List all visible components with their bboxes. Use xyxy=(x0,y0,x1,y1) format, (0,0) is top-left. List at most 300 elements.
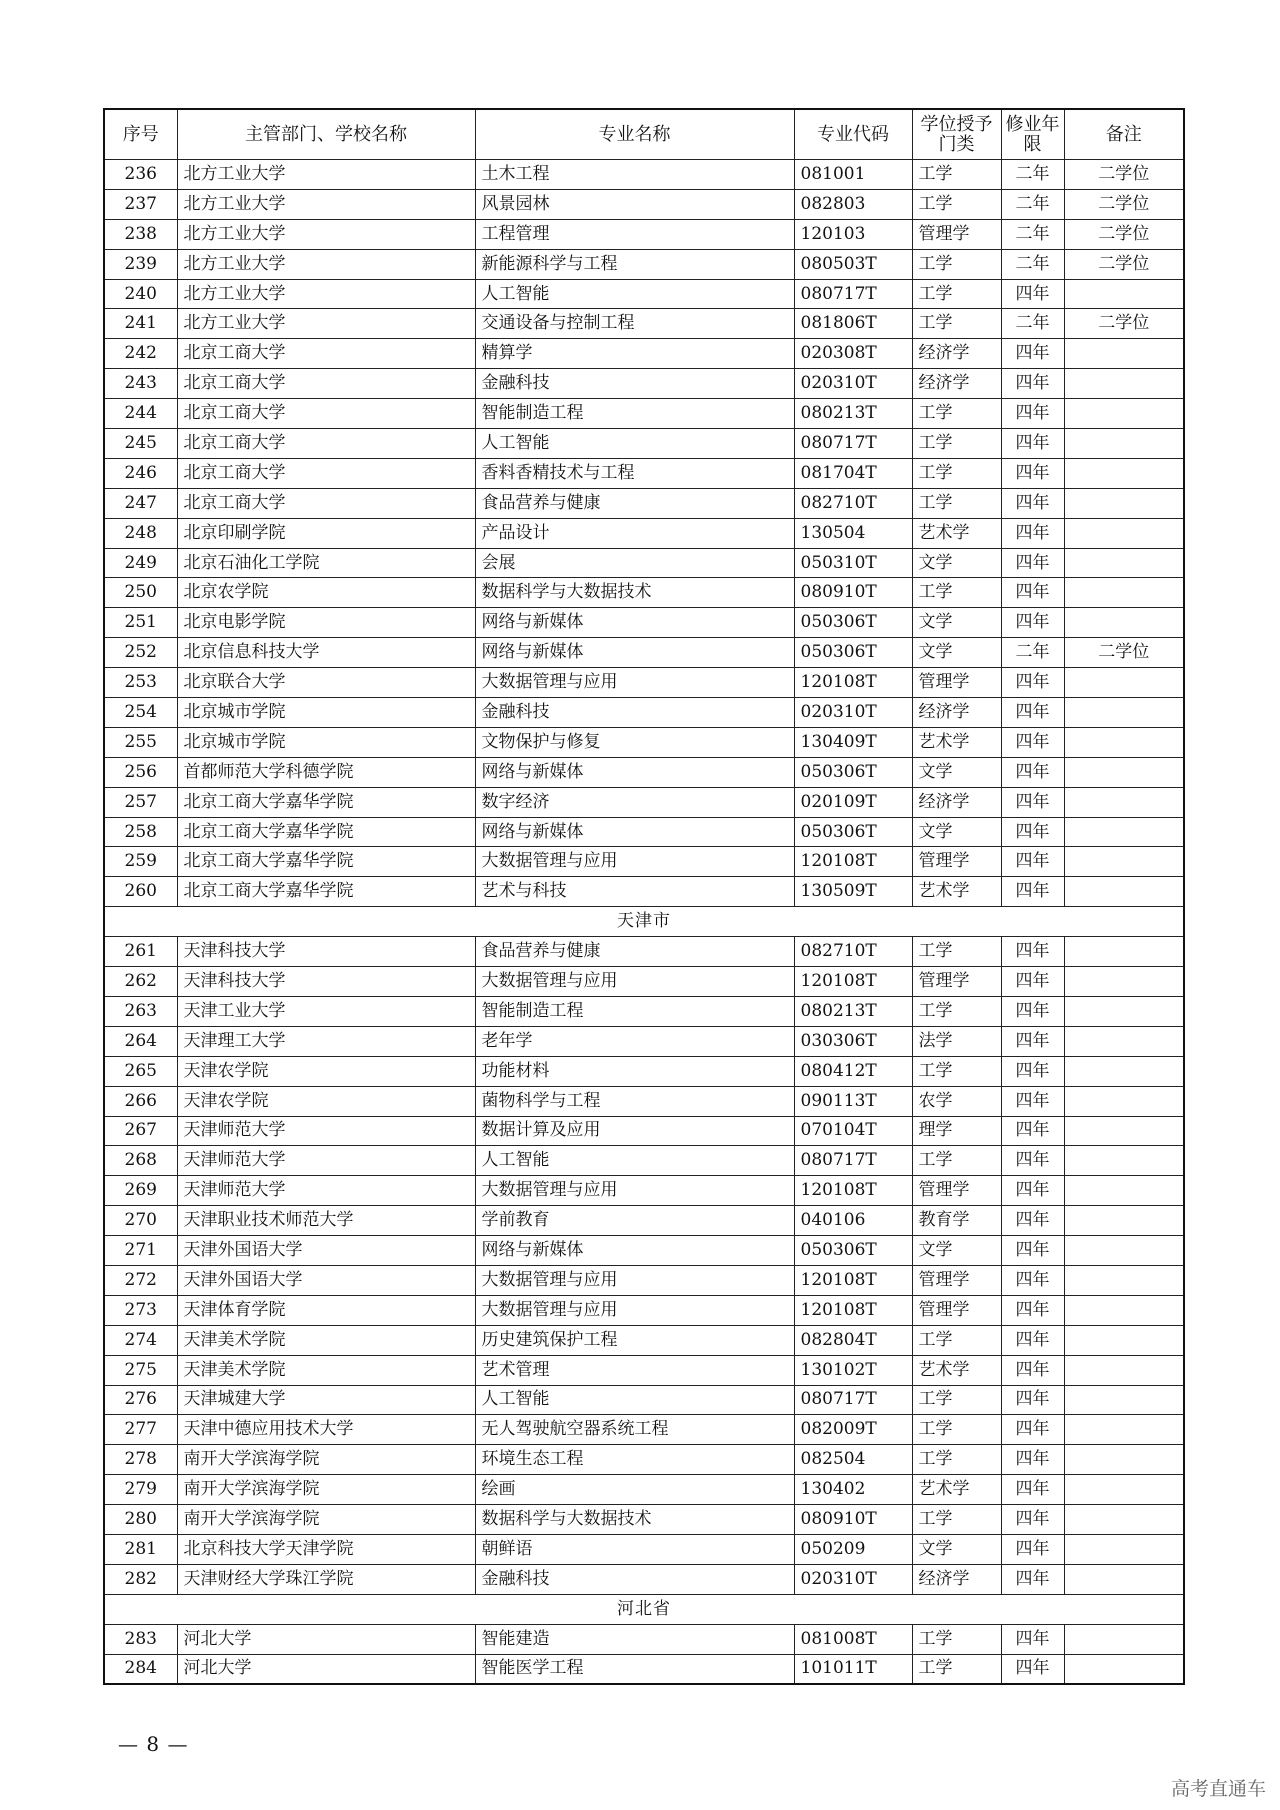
cell-code: 050306T xyxy=(794,638,912,668)
cell-degree: 法学 xyxy=(912,1026,1001,1056)
table-row xyxy=(104,399,1184,429)
cell-degree: 文学 xyxy=(912,638,1001,668)
cell-degree: 工学 xyxy=(912,996,1001,1026)
cell-no: 248 xyxy=(104,518,177,548)
cell-code: 120103 xyxy=(794,219,912,249)
cell-major: 大数据管理与应用 xyxy=(475,1176,794,1206)
cell-code: 082710T xyxy=(794,937,912,967)
cell-no: 276 xyxy=(104,1385,177,1415)
cell-code: 081806T xyxy=(794,309,912,339)
table-row xyxy=(104,1265,1184,1295)
cell-note xyxy=(1064,1056,1184,1086)
cell-years: 四年 xyxy=(1001,1654,1064,1684)
cell-major: 大数据管理与应用 xyxy=(475,668,794,698)
cell-years: 四年 xyxy=(1001,1236,1064,1266)
cell-years: 四年 xyxy=(1001,1355,1064,1385)
cell-school: 北京科技大学天津学院 xyxy=(177,1534,475,1564)
cell-degree: 文学 xyxy=(912,757,1001,787)
cell-no: 274 xyxy=(104,1325,177,1355)
table-row xyxy=(104,1056,1184,1086)
cell-years: 二年 xyxy=(1001,189,1064,219)
cell-major: 数据科学与大数据技术 xyxy=(475,578,794,608)
table-row xyxy=(104,608,1184,638)
cell-degree: 工学 xyxy=(912,1146,1001,1176)
cell-years: 四年 xyxy=(1001,727,1064,757)
cell-school: 北京工商大学嘉华学院 xyxy=(177,787,475,817)
cell-school: 北方工业大学 xyxy=(177,189,475,219)
cell-degree: 工学 xyxy=(912,309,1001,339)
cell-note xyxy=(1064,1206,1184,1236)
cell-school: 北京工商大学嘉华学院 xyxy=(177,817,475,847)
cell-degree: 工学 xyxy=(912,1056,1001,1086)
table-row xyxy=(104,249,1184,279)
cell-major: 大数据管理与应用 xyxy=(475,1265,794,1295)
cell-no: 245 xyxy=(104,429,177,459)
cell-years: 四年 xyxy=(1001,757,1064,787)
cell-note: 二学位 xyxy=(1064,638,1184,668)
cell-no: 262 xyxy=(104,967,177,997)
cell-degree: 文学 xyxy=(912,548,1001,578)
cell-code: 050306T xyxy=(794,817,912,847)
cell-major: 网络与新媒体 xyxy=(475,638,794,668)
cell-years: 四年 xyxy=(1001,1505,1064,1535)
cell-degree: 工学 xyxy=(912,1325,1001,1355)
cell-no: 265 xyxy=(104,1056,177,1086)
cell-years: 四年 xyxy=(1001,578,1064,608)
cell-years: 四年 xyxy=(1001,698,1064,728)
cell-school: 北京工商大学 xyxy=(177,458,475,488)
table-row xyxy=(104,1654,1184,1684)
cell-no: 268 xyxy=(104,1146,177,1176)
table-row xyxy=(104,787,1184,817)
table-row xyxy=(104,967,1184,997)
table-row xyxy=(104,1206,1184,1236)
cell-years: 四年 xyxy=(1001,1325,1064,1355)
cell-no: 249 xyxy=(104,548,177,578)
cell-note xyxy=(1064,698,1184,728)
table-row xyxy=(104,1475,1184,1505)
cell-major: 历史建筑保护工程 xyxy=(475,1325,794,1355)
cell-years: 四年 xyxy=(1001,429,1064,459)
cell-school: 天津工业大学 xyxy=(177,996,475,1026)
cell-years: 四年 xyxy=(1001,1475,1064,1505)
cell-degree: 工学 xyxy=(912,1445,1001,1475)
cell-major: 网络与新媒体 xyxy=(475,757,794,787)
table-row xyxy=(104,429,1184,459)
cell-school: 首都师范大学科德学院 xyxy=(177,757,475,787)
cell-code: 050306T xyxy=(794,757,912,787)
table-row xyxy=(104,189,1184,219)
cell-no: 257 xyxy=(104,787,177,817)
cell-school: 天津师范大学 xyxy=(177,1146,475,1176)
cell-major: 土木工程 xyxy=(475,160,794,190)
cell-note xyxy=(1064,1116,1184,1146)
table-row xyxy=(104,847,1184,877)
cell-code: 050306T xyxy=(794,1236,912,1266)
cell-major: 朝鲜语 xyxy=(475,1534,794,1564)
cell-code: 050310T xyxy=(794,548,912,578)
table-row xyxy=(104,1116,1184,1146)
cell-years: 四年 xyxy=(1001,1116,1064,1146)
cell-note xyxy=(1064,1475,1184,1505)
table-row xyxy=(104,638,1184,668)
table-row xyxy=(104,1534,1184,1564)
cell-major: 网络与新媒体 xyxy=(475,817,794,847)
cell-no: 236 xyxy=(104,160,177,190)
cell-degree: 工学 xyxy=(912,189,1001,219)
cell-no: 242 xyxy=(104,339,177,369)
cell-degree: 艺术学 xyxy=(912,1475,1001,1505)
table-row xyxy=(104,1236,1184,1266)
cell-code: 050306T xyxy=(794,608,912,638)
cell-note: 二学位 xyxy=(1064,189,1184,219)
cell-major: 食品营养与健康 xyxy=(475,488,794,518)
cell-code: 101011T xyxy=(794,1654,912,1684)
cell-no: 280 xyxy=(104,1505,177,1535)
cell-note xyxy=(1064,668,1184,698)
cell-note xyxy=(1064,488,1184,518)
cell-degree: 工学 xyxy=(912,249,1001,279)
table-row xyxy=(104,757,1184,787)
cell-school: 天津科技大学 xyxy=(177,967,475,997)
section-title: 河北省 xyxy=(104,1594,1184,1624)
cell-code: 050209 xyxy=(794,1534,912,1564)
cell-note xyxy=(1064,1236,1184,1266)
cell-degree: 工学 xyxy=(912,937,1001,967)
cell-school: 北京石油化工学院 xyxy=(177,548,475,578)
cell-note xyxy=(1064,429,1184,459)
cell-school: 北京城市学院 xyxy=(177,698,475,728)
cell-note xyxy=(1064,1445,1184,1475)
cell-school: 河北大学 xyxy=(177,1654,475,1684)
cell-years: 四年 xyxy=(1001,1265,1064,1295)
cell-years: 二年 xyxy=(1001,219,1064,249)
cell-major: 金融科技 xyxy=(475,1564,794,1594)
page-number: — 8 — xyxy=(118,1732,189,1756)
cell-major: 数据计算及应用 xyxy=(475,1116,794,1146)
cell-school: 天津中德应用技术大学 xyxy=(177,1415,475,1445)
cell-code: 081704T xyxy=(794,458,912,488)
cell-degree: 工学 xyxy=(912,1624,1001,1654)
cell-school: 天津农学院 xyxy=(177,1056,475,1086)
cell-note xyxy=(1064,1146,1184,1176)
cell-code: 070104T xyxy=(794,1116,912,1146)
cell-code: 082804T xyxy=(794,1325,912,1355)
cell-code: 120108T xyxy=(794,1265,912,1295)
cell-no: 281 xyxy=(104,1534,177,1564)
header-no: 序号 xyxy=(104,109,177,160)
cell-school: 天津职业技术师范大学 xyxy=(177,1206,475,1236)
cell-note xyxy=(1064,1415,1184,1445)
cell-major: 人工智能 xyxy=(475,279,794,309)
cell-degree: 经济学 xyxy=(912,369,1001,399)
cell-note xyxy=(1064,996,1184,1026)
cell-code: 080412T xyxy=(794,1056,912,1086)
cell-school: 北方工业大学 xyxy=(177,309,475,339)
cell-degree: 经济学 xyxy=(912,339,1001,369)
cell-code: 020310T xyxy=(794,698,912,728)
cell-no: 259 xyxy=(104,847,177,877)
cell-years: 二年 xyxy=(1001,309,1064,339)
cell-major: 环境生态工程 xyxy=(475,1445,794,1475)
cell-no: 243 xyxy=(104,369,177,399)
cell-note xyxy=(1064,1325,1184,1355)
cell-school: 北京工商大学 xyxy=(177,488,475,518)
table-row xyxy=(104,458,1184,488)
cell-no: 271 xyxy=(104,1236,177,1266)
cell-no: 238 xyxy=(104,219,177,249)
table-row xyxy=(104,1295,1184,1325)
cell-note xyxy=(1064,757,1184,787)
cell-degree: 经济学 xyxy=(912,698,1001,728)
table-row xyxy=(104,1564,1184,1594)
cell-years: 四年 xyxy=(1001,877,1064,907)
cell-major: 人工智能 xyxy=(475,1146,794,1176)
table-row xyxy=(104,1325,1184,1355)
cell-degree: 文学 xyxy=(912,608,1001,638)
cell-major: 新能源科学与工程 xyxy=(475,249,794,279)
cell-code: 082009T xyxy=(794,1415,912,1445)
cell-major: 会展 xyxy=(475,548,794,578)
cell-no: 269 xyxy=(104,1176,177,1206)
table-row xyxy=(104,1086,1184,1116)
table-row xyxy=(104,1026,1184,1056)
cell-school: 天津外国语大学 xyxy=(177,1265,475,1295)
cell-code: 081008T xyxy=(794,1624,912,1654)
cell-note xyxy=(1064,1385,1184,1415)
section-row xyxy=(104,907,1184,937)
cell-school: 天津农学院 xyxy=(177,1086,475,1116)
cell-note xyxy=(1064,608,1184,638)
cell-major: 智能建造 xyxy=(475,1624,794,1654)
cell-code: 080910T xyxy=(794,578,912,608)
cell-major: 学前教育 xyxy=(475,1206,794,1236)
header-note: 备注 xyxy=(1064,109,1184,160)
cell-no: 264 xyxy=(104,1026,177,1056)
cell-years: 四年 xyxy=(1001,817,1064,847)
cell-degree: 艺术学 xyxy=(912,877,1001,907)
cell-code: 040106 xyxy=(794,1206,912,1236)
table-row xyxy=(104,160,1184,190)
cell-code: 130509T xyxy=(794,877,912,907)
cell-degree: 工学 xyxy=(912,1415,1001,1445)
table-row xyxy=(104,817,1184,847)
cell-major: 网络与新媒体 xyxy=(475,1236,794,1266)
cell-degree: 文学 xyxy=(912,1236,1001,1266)
cell-no: 270 xyxy=(104,1206,177,1236)
cell-note: 二学位 xyxy=(1064,160,1184,190)
cell-code: 080717T xyxy=(794,429,912,459)
cell-major: 智能医学工程 xyxy=(475,1654,794,1684)
cell-school: 天津理工大学 xyxy=(177,1026,475,1056)
cell-school: 天津体育学院 xyxy=(177,1295,475,1325)
cell-degree: 工学 xyxy=(912,578,1001,608)
cell-school: 北京工商大学 xyxy=(177,429,475,459)
cell-no: 247 xyxy=(104,488,177,518)
cell-note xyxy=(1064,1534,1184,1564)
cell-school: 南开大学滨海学院 xyxy=(177,1475,475,1505)
cell-school: 北方工业大学 xyxy=(177,219,475,249)
cell-school: 北京联合大学 xyxy=(177,668,475,698)
cell-years: 四年 xyxy=(1001,1564,1064,1594)
section-row xyxy=(104,1594,1184,1624)
cell-code: 130504 xyxy=(794,518,912,548)
cell-years: 四年 xyxy=(1001,668,1064,698)
cell-no: 244 xyxy=(104,399,177,429)
cell-degree: 文学 xyxy=(912,1534,1001,1564)
cell-no: 261 xyxy=(104,937,177,967)
cell-no: 253 xyxy=(104,668,177,698)
cell-note: 二学位 xyxy=(1064,309,1184,339)
table-row xyxy=(104,996,1184,1026)
cell-years: 四年 xyxy=(1001,399,1064,429)
cell-no: 254 xyxy=(104,698,177,728)
table-row xyxy=(104,1146,1184,1176)
cell-note xyxy=(1064,1265,1184,1295)
cell-code: 030306T xyxy=(794,1026,912,1056)
cell-degree: 艺术学 xyxy=(912,518,1001,548)
cell-no: 279 xyxy=(104,1475,177,1505)
cell-note: 二学位 xyxy=(1064,219,1184,249)
cell-degree: 文学 xyxy=(912,817,1001,847)
cell-note xyxy=(1064,967,1184,997)
cell-code: 130102T xyxy=(794,1355,912,1385)
cell-degree: 管理学 xyxy=(912,1265,1001,1295)
cell-years: 四年 xyxy=(1001,787,1064,817)
cell-years: 四年 xyxy=(1001,1624,1064,1654)
cell-major: 艺术管理 xyxy=(475,1355,794,1385)
cell-note xyxy=(1064,937,1184,967)
cell-code: 082803 xyxy=(794,189,912,219)
cell-no: 266 xyxy=(104,1086,177,1116)
cell-degree: 管理学 xyxy=(912,1295,1001,1325)
cell-degree: 工学 xyxy=(912,488,1001,518)
cell-major: 智能制造工程 xyxy=(475,996,794,1026)
majors-table xyxy=(103,108,1185,1685)
cell-degree: 管理学 xyxy=(912,847,1001,877)
cell-note xyxy=(1064,1624,1184,1654)
cell-code: 080503T xyxy=(794,249,912,279)
cell-note xyxy=(1064,279,1184,309)
cell-code: 020109T xyxy=(794,787,912,817)
cell-code: 080717T xyxy=(794,279,912,309)
cell-school: 北京城市学院 xyxy=(177,727,475,757)
cell-no: 258 xyxy=(104,817,177,847)
table-row xyxy=(104,1176,1184,1206)
cell-major: 数据科学与大数据技术 xyxy=(475,1505,794,1535)
section-title: 天津市 xyxy=(104,907,1184,937)
cell-years: 四年 xyxy=(1001,847,1064,877)
cell-school: 北京工商大学嘉华学院 xyxy=(177,877,475,907)
cell-school: 天津科技大学 xyxy=(177,937,475,967)
table-row xyxy=(104,727,1184,757)
cell-degree: 工学 xyxy=(912,1505,1001,1535)
cell-no: 252 xyxy=(104,638,177,668)
table-row xyxy=(104,369,1184,399)
cell-note xyxy=(1064,847,1184,877)
cell-degree: 经济学 xyxy=(912,1564,1001,1594)
cell-school: 天津美术学院 xyxy=(177,1325,475,1355)
cell-years: 四年 xyxy=(1001,1295,1064,1325)
table-header-row xyxy=(104,109,1184,160)
cell-note xyxy=(1064,1505,1184,1535)
cell-degree: 管理学 xyxy=(912,1176,1001,1206)
cell-note xyxy=(1064,548,1184,578)
cell-major: 金融科技 xyxy=(475,369,794,399)
cell-degree: 理学 xyxy=(912,1116,1001,1146)
cell-years: 四年 xyxy=(1001,1176,1064,1206)
cell-school: 北京工商大学嘉华学院 xyxy=(177,847,475,877)
cell-code: 120108T xyxy=(794,847,912,877)
table-row xyxy=(104,877,1184,907)
cell-code: 080717T xyxy=(794,1385,912,1415)
cell-no: 240 xyxy=(104,279,177,309)
cell-note xyxy=(1064,817,1184,847)
cell-years: 四年 xyxy=(1001,608,1064,638)
cell-note xyxy=(1064,578,1184,608)
cell-school: 北京信息科技大学 xyxy=(177,638,475,668)
cell-school: 北京农学院 xyxy=(177,578,475,608)
cell-years: 四年 xyxy=(1001,996,1064,1026)
cell-note xyxy=(1064,1176,1184,1206)
cell-no: 251 xyxy=(104,608,177,638)
cell-degree: 艺术学 xyxy=(912,727,1001,757)
cell-school: 北方工业大学 xyxy=(177,249,475,279)
cell-years: 四年 xyxy=(1001,488,1064,518)
cell-code: 020310T xyxy=(794,369,912,399)
cell-major: 菌物科学与工程 xyxy=(475,1086,794,1116)
cell-no: 260 xyxy=(104,877,177,907)
cell-years: 四年 xyxy=(1001,548,1064,578)
cell-major: 功能材料 xyxy=(475,1056,794,1086)
cell-code: 080213T xyxy=(794,996,912,1026)
cell-school: 河北大学 xyxy=(177,1624,475,1654)
cell-years: 四年 xyxy=(1001,1056,1064,1086)
table-body xyxy=(104,160,1184,1685)
table-row xyxy=(104,1355,1184,1385)
cell-major: 大数据管理与应用 xyxy=(475,967,794,997)
cell-school: 天津师范大学 xyxy=(177,1116,475,1146)
cell-years: 四年 xyxy=(1001,1445,1064,1475)
cell-years: 二年 xyxy=(1001,249,1064,279)
cell-no: 272 xyxy=(104,1265,177,1295)
cell-no: 241 xyxy=(104,309,177,339)
cell-note xyxy=(1064,369,1184,399)
cell-no: 237 xyxy=(104,189,177,219)
cell-major: 产品设计 xyxy=(475,518,794,548)
cell-major: 香料香精技术与工程 xyxy=(475,458,794,488)
cell-note xyxy=(1064,877,1184,907)
cell-school: 天津财经大学珠江学院 xyxy=(177,1564,475,1594)
header-school: 主管部门、学校名称 xyxy=(177,109,475,160)
cell-school: 北京工商大学 xyxy=(177,339,475,369)
cell-no: 256 xyxy=(104,757,177,787)
watermark: 高考直通车 xyxy=(1170,1778,1266,1800)
cell-degree: 工学 xyxy=(912,399,1001,429)
cell-note xyxy=(1064,458,1184,488)
header-code: 专业代码 xyxy=(794,109,912,160)
cell-school: 北京印刷学院 xyxy=(177,518,475,548)
cell-major: 智能制造工程 xyxy=(475,399,794,429)
cell-code: 080910T xyxy=(794,1505,912,1535)
table-row xyxy=(104,698,1184,728)
cell-degree: 艺术学 xyxy=(912,1355,1001,1385)
cell-note xyxy=(1064,1086,1184,1116)
cell-major: 人工智能 xyxy=(475,429,794,459)
cell-code: 090113T xyxy=(794,1086,912,1116)
table-row xyxy=(104,548,1184,578)
cell-note xyxy=(1064,518,1184,548)
